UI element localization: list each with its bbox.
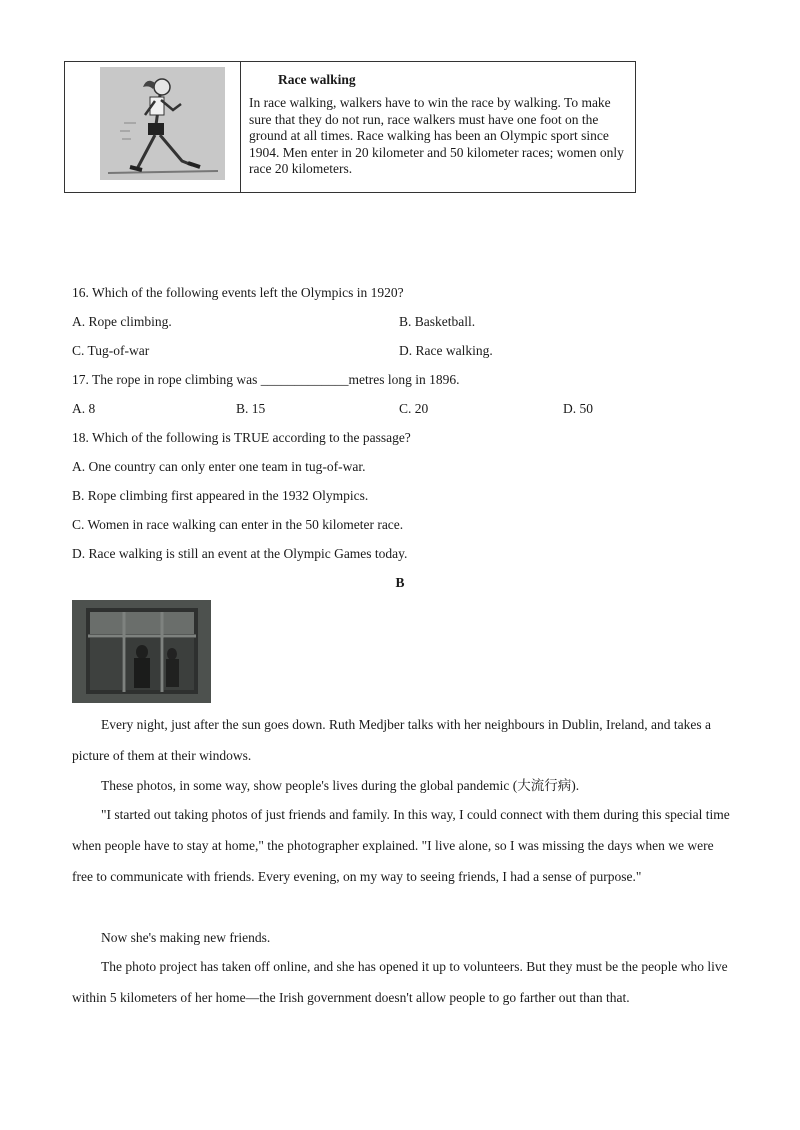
q17-option-d: D. 50	[563, 401, 593, 416]
q18-option-c: C. Women in race walking can enter in the 50 kilometer race.	[72, 517, 404, 532]
q18-stem: 18. Which of the following is TRUE according to the passage?	[72, 430, 411, 445]
section-b-heading: B	[395, 575, 405, 590]
section-b-paragraph-5: The photo project has taken off online, and she has opened it up to volunteers. But they must be the people who live within 5 kilometers of her home—the Irish government doesn't allow people to go farther out than that.	[72, 959, 728, 1005]
q16-stem: 16. Which of the following events left the Olympics in 1920?	[72, 285, 404, 300]
race-walker-illustration	[100, 67, 225, 180]
section-b-paragraph-2: These photos, in some way, show people's lives during the global pandemic (大流行病).	[101, 778, 580, 793]
q17-option-c: C. 20	[399, 401, 429, 416]
q17-option-a: A. 8	[72, 401, 96, 416]
q17-option-b: B. 15	[236, 401, 266, 416]
q16-option-d: D. Race walking.	[399, 343, 493, 358]
q16-option-c: C. Tug-of-war	[72, 343, 150, 358]
race-walking-title: Race walking	[278, 72, 356, 87]
section-b-paragraph-1: Every night, just after the sun goes down. Ruth Medjber talks with her neighbours in Dublin, Ireland, and takes a picture of them at their windows.	[72, 717, 711, 763]
q16-option-a: A. Rope climbing.	[72, 314, 172, 329]
q18-option-a: A. One country can only enter one team in tug-of-war.	[72, 459, 366, 474]
q17-stem: 17. The rope in rope climbing was _____________metres long in 1896.	[72, 372, 460, 387]
race-walking-description: In race walking, walkers have to win the race by walking. To make sure that they do not run, race walkers must have one foot on the ground at all times. Race walking has been an Olympic sport since 1904. Men enter in 20 kilometer and 50 kilometer races; women only race 20 kilometers.	[249, 95, 624, 176]
section-b-paragraph-4: Now she's making new friends.	[101, 930, 271, 945]
q16-option-b: B. Basketball.	[399, 314, 476, 329]
q18-option-b: B. Rope climbing first appeared in the 1932 Olympics.	[72, 488, 369, 503]
q18-option-d: D. Race walking is still an event at the Olympic Games today.	[72, 546, 408, 561]
table-divider	[240, 61, 241, 193]
window-neighbours-photo	[72, 600, 211, 703]
section-b-paragraph-3: "I started out taking photos of just friends and family. In this way, I could connect with them during this special time when people have to stay at home," the photographer explained. "I live alone, so I was missing the days when we were free to communicate with friends. Every evening, on my way to seeing friends, I had a sense of purpose."	[72, 807, 730, 884]
